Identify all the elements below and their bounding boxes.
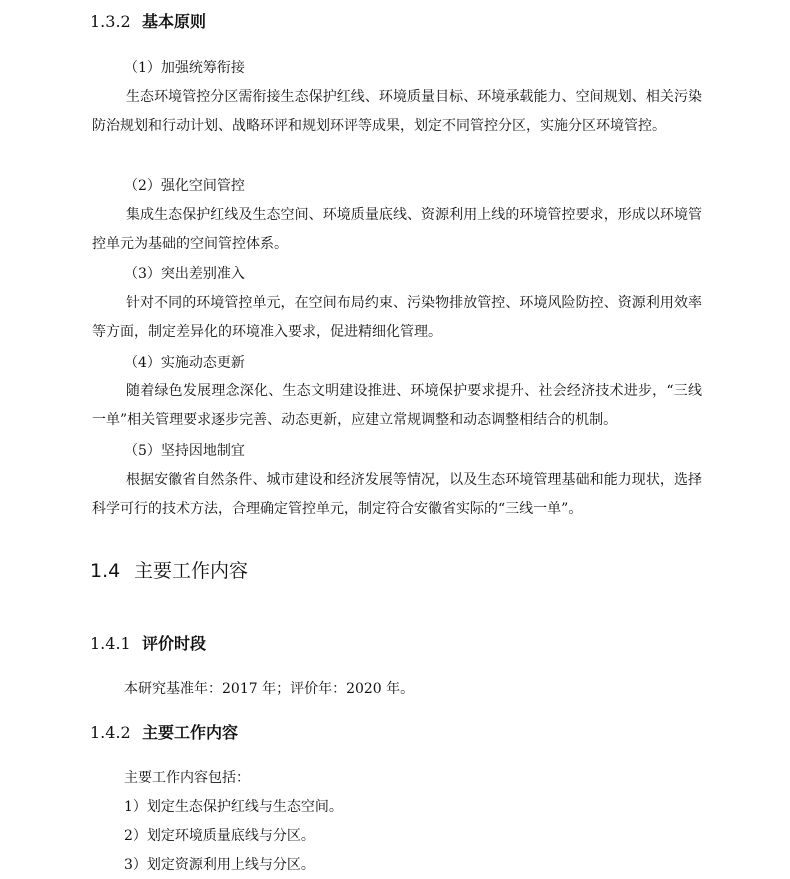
list-item: 1）划定生态保护红线与生态空间。 (124, 799, 343, 815)
evaluation-period-text: 本研究基准年：2017 年；评价年：2020 年。 (124, 681, 415, 697)
section-title: 基本原则 (142, 12, 207, 31)
principle-body-3: 针对不同的环境管控单元，在空间布局约束、污染物排放管控、环境风险防控、资源利用效率等方面，制定差异化的环境准入要求，促进精细化管理。 (92, 295, 702, 340)
section-title: 主要工作内容 (134, 560, 249, 582)
section-heading-1-3-2 (90, 12, 206, 32)
principle-heading-4: （4）实施动态更新 (124, 355, 245, 371)
principle-heading-3: （3）突出差别准入 (124, 266, 245, 282)
section-heading-1-4-2 (90, 723, 238, 743)
principle-body-5: 根据安徽省自然条件、城市建设和经济发展等情况，以及生态环境管理基础和能力现状，选择科学可行的技术方法，合理确定管控单元，制定符合安徽省实际的“三线一单”。 (92, 472, 702, 517)
principle-body-2: 集成生态保护红线及生态空间、环境质量底线、资源利用上线的环境管控要求，形成以环境管控单元为基础的空间管控体系。 (92, 207, 702, 252)
section-heading-1-4-1 (90, 634, 206, 654)
section-title: 评价时段 (142, 634, 207, 653)
principle-heading-1: （1）加强统筹衔接 (124, 60, 245, 76)
list-item: 3）划定资源利用上线与分区。 (124, 857, 315, 873)
principle-body-4: 随着绿色发展理念深化、生态文明建设推进、环境保护要求提升、社会经济技术进步，“三线一单”相关管理要求逐步完善、动态更新，应建立常规调整和动态调整相结合的机制。 (92, 383, 702, 428)
section-title: 主要工作内容 (142, 723, 239, 742)
section-number: 1.4 (90, 560, 121, 582)
section-heading-1-4 (90, 559, 248, 583)
section-number: 1.4.2 (90, 723, 131, 742)
principle-heading-2: （2）强化空间管控 (124, 178, 245, 194)
section-number: 1.3.2 (90, 12, 131, 31)
principle-heading-5: （5）坚持因地制宜 (124, 443, 245, 459)
section-number: 1.4.1 (90, 634, 131, 653)
principle-body-1: 生态环境管控分区需衔接生态保护红线、环境质量目标、环境承载能力、空间规划、相关污染防治规划和行动计划、战略环评和规划环评等成果，划定不同管控分区，实施分区环境管控。 (92, 89, 702, 134)
list-item: 2）划定环境质量底线与分区。 (124, 828, 315, 844)
work-content-intro: 主要工作内容包括： (124, 770, 250, 786)
